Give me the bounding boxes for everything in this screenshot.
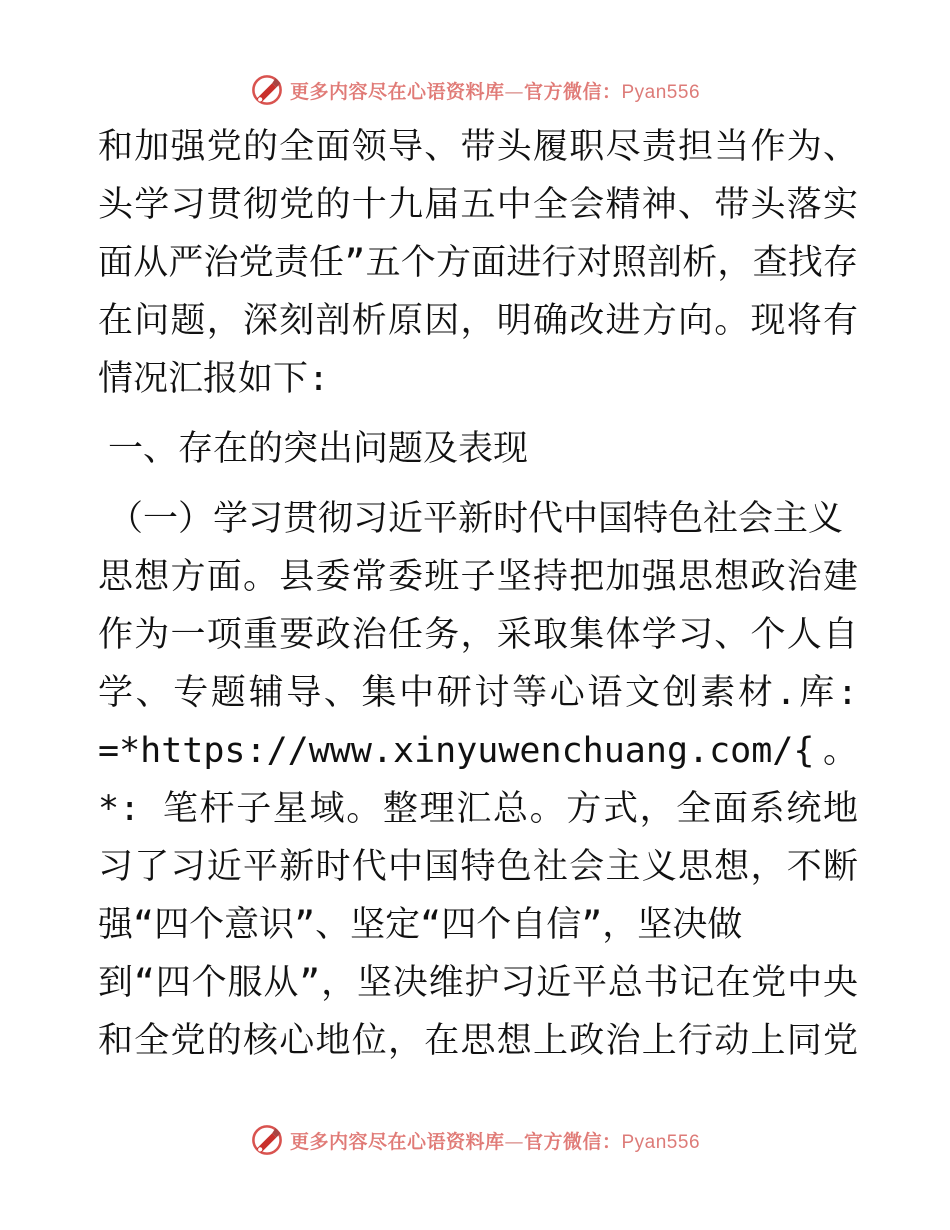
body-line: 到“四个服从”，坚决维护习近平总书记在党中央	[98, 963, 858, 1003]
banner-official-label: 官方微信：	[523, 1130, 622, 1153]
body-line: 和加强党的全面领导、带头履职尽责担当作为、	[98, 127, 858, 167]
body-line: 学、专题辅导、集中研讨等心语文创素材.库:	[98, 673, 858, 713]
banner-handle: Pyan556	[621, 1131, 701, 1153]
section-heading: 一、存在的突出问题及表现	[108, 429, 529, 469]
header-banner	[0, 70, 950, 110]
body-line: 头学习贯彻党的十九届五中全会精神、带头落实	[98, 185, 858, 225]
pen-circle-logo-icon	[250, 1123, 284, 1157]
banner-text	[290, 77, 700, 104]
document-body	[98, 118, 858, 1070]
banner-handle: Pyan556	[621, 81, 701, 103]
body-line: 在问题，深刻剖析原因，明确改进方向。现将有	[98, 301, 858, 341]
banner-slogan: 更多内容尽在心语资料库	[289, 1130, 505, 1153]
body-line: 思想方面。县委常委班子坚持把加强思想政治建	[98, 557, 858, 597]
pen-circle-logo-icon	[250, 73, 284, 107]
body-line: 强“四个意识”、坚定“四个自信”，坚决做	[98, 905, 743, 945]
banner-separator: —	[504, 80, 524, 103]
body-line: *: 笔杆子星域。整理汇总。方式，全面系统地	[98, 789, 858, 829]
body-line: 情况汇报如下:	[98, 359, 330, 399]
body-line: =*https://www.xinyuwenchuang.com/{。	[98, 731, 858, 771]
body-line: 作为一项重要政治任务，采取集体学习、个人自	[98, 615, 858, 655]
banner-text	[290, 1127, 700, 1154]
body-line: 习了习近平新时代中国特色社会主义思想，不断	[98, 847, 858, 887]
banner-official-label: 官方微信：	[523, 80, 622, 103]
footer-banner	[0, 1120, 950, 1160]
banner-separator: —	[504, 1130, 524, 1153]
subsection-heading: （一）学习贯彻习近平新时代中国特色社会主义	[108, 499, 844, 539]
body-line: 面从严治党责任”五个方面进行对照剖析，查找存	[98, 243, 858, 283]
body-line: 和全党的核心地位，在思想上政治上行动上同党	[98, 1021, 858, 1061]
banner-slogan: 更多内容尽在心语资料库	[289, 80, 505, 103]
